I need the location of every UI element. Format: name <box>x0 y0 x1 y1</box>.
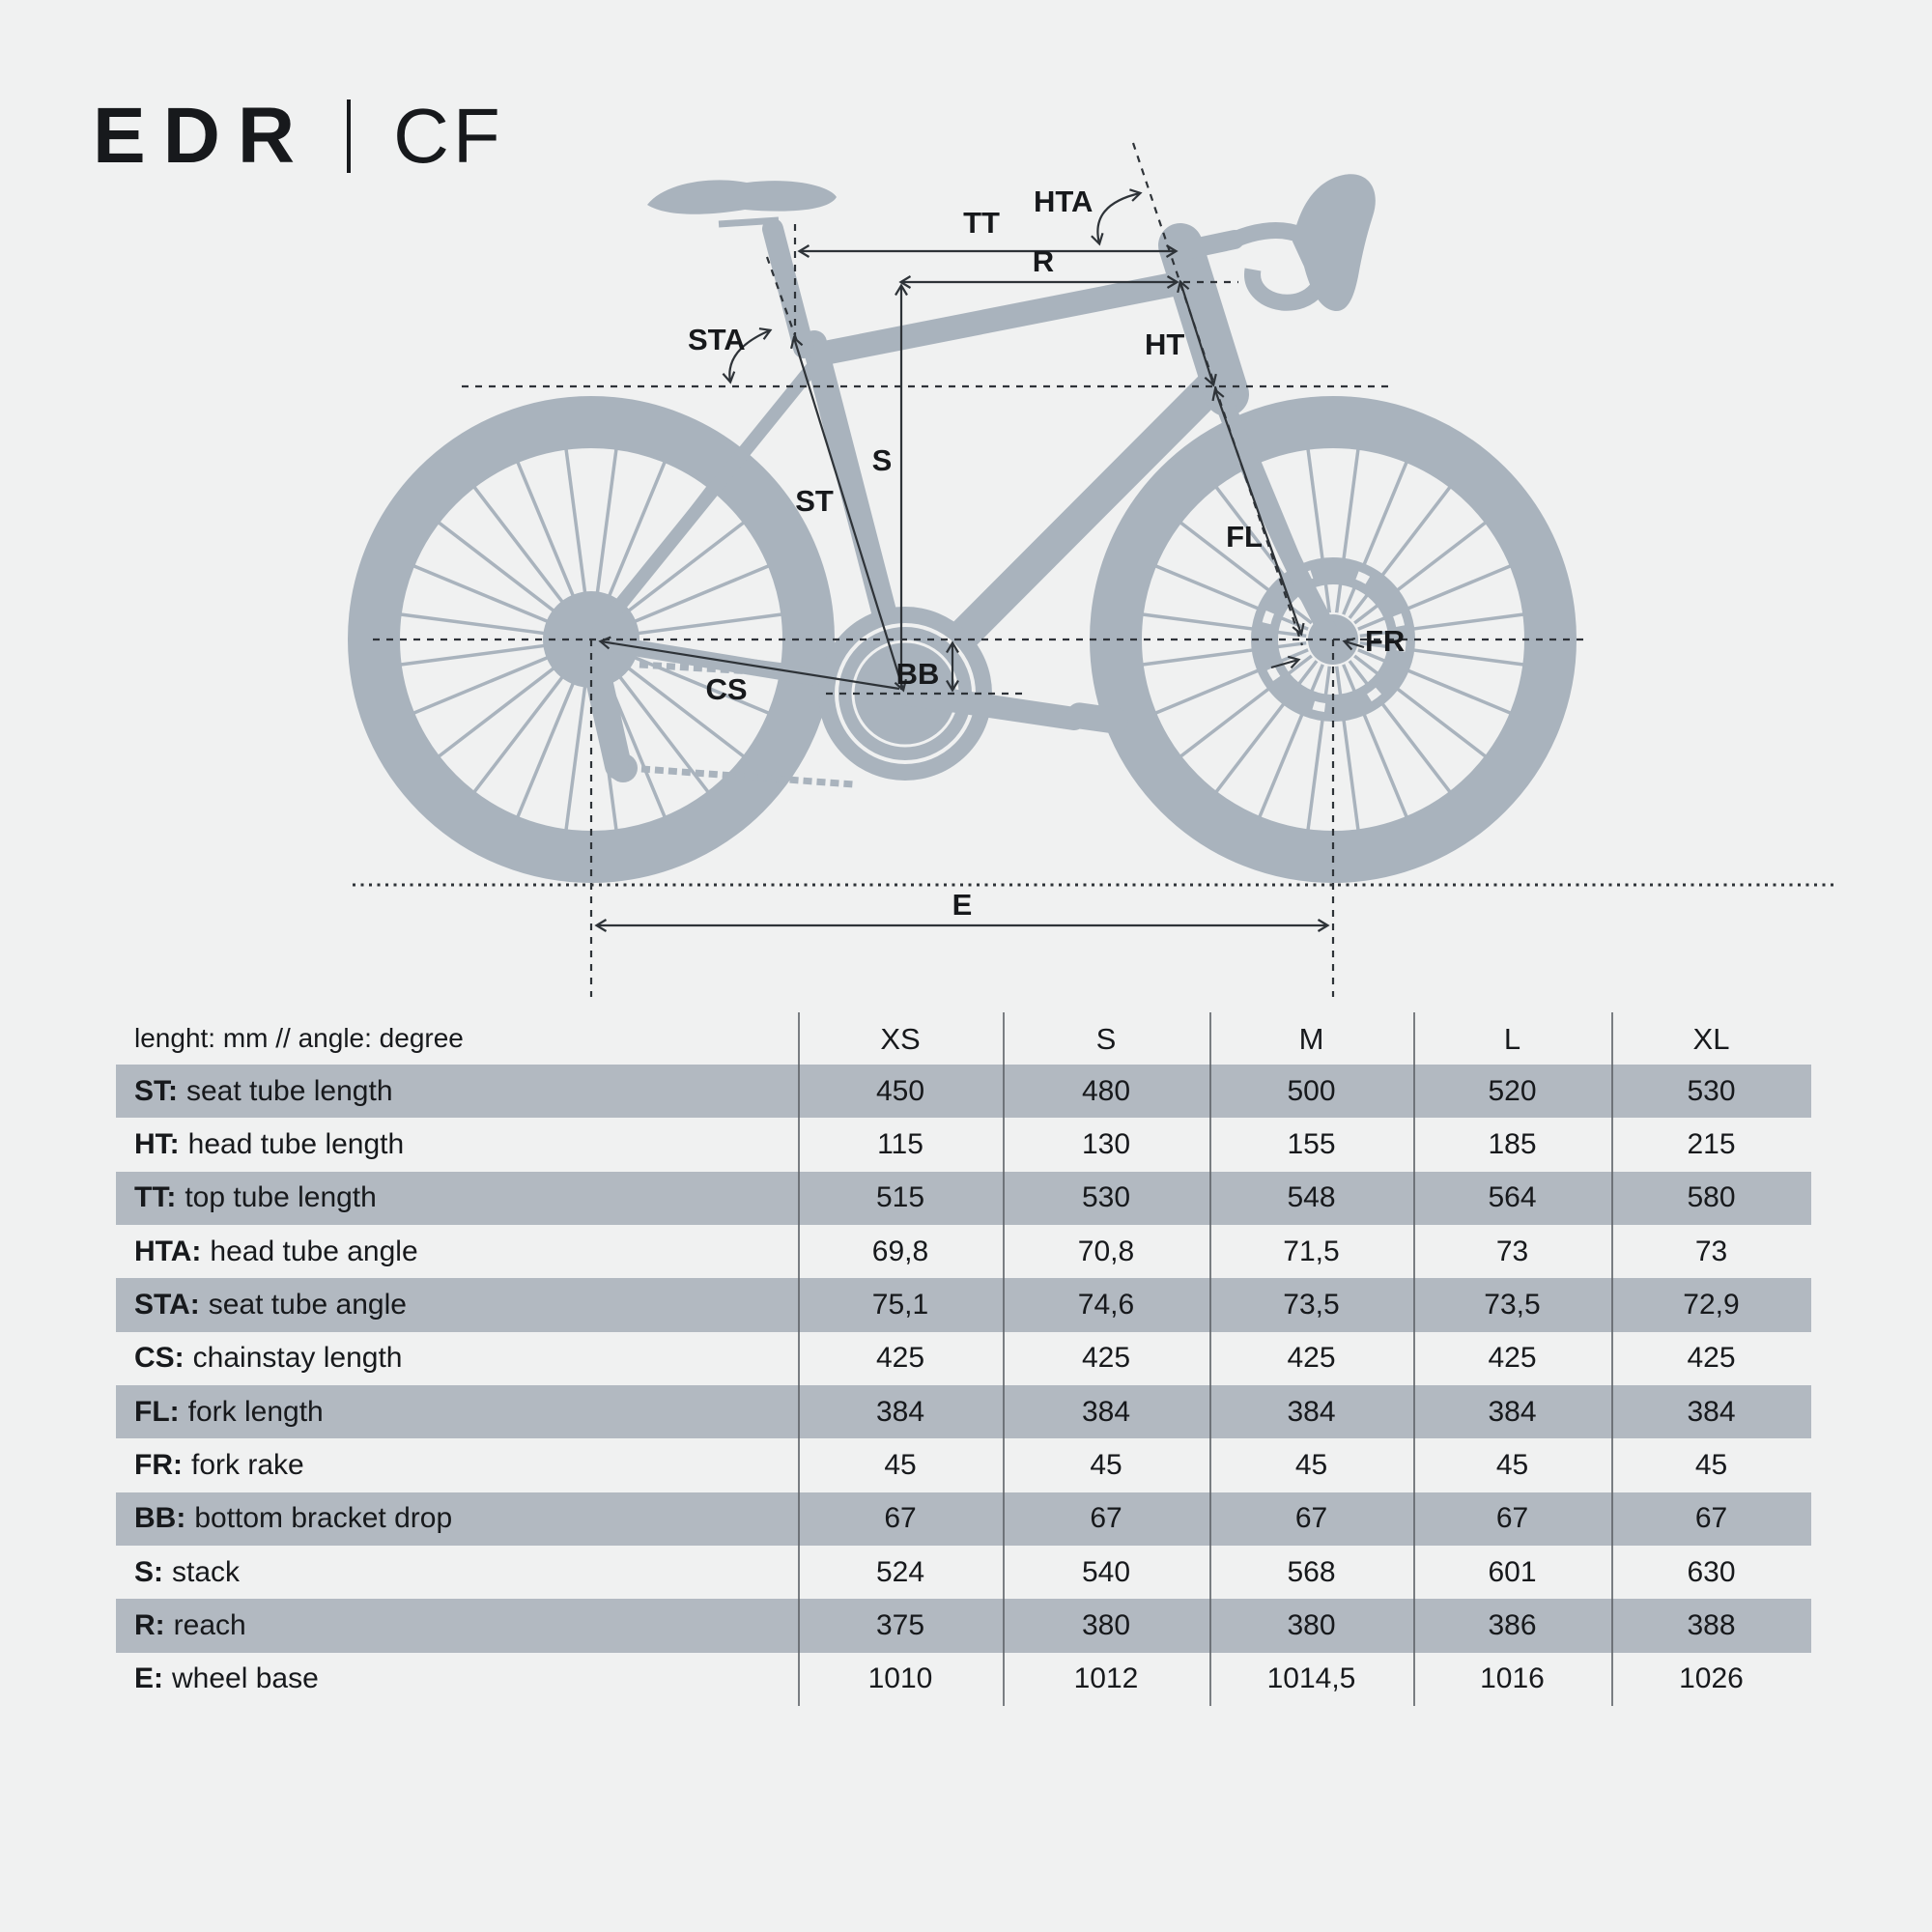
unit-note: lenght: mm // angle: degree <box>134 1023 464 1053</box>
value-cell: 380 <box>1081 1608 1131 1641</box>
row-abbreviation: E: <box>134 1662 163 1695</box>
size-header: L <box>1503 1021 1521 1056</box>
value-cell: 72,9 <box>1683 1288 1740 1321</box>
row-label <box>116 1118 798 1171</box>
size-header: XS <box>880 1021 921 1056</box>
value-cell: 73 <box>1495 1235 1529 1267</box>
row-abbreviation: BB: <box>134 1502 186 1535</box>
row-description: top tube length <box>185 1181 377 1214</box>
value-cell: 67 <box>1495 1502 1529 1535</box>
value-cell: 45 <box>884 1448 917 1481</box>
label-st: ST <box>795 484 834 518</box>
value-cell: 1010 <box>867 1662 933 1695</box>
row-description: wheel base <box>172 1662 319 1695</box>
label-s: S <box>871 443 893 477</box>
table-row <box>116 1332 1811 1385</box>
value-cell: 520 <box>1488 1074 1537 1107</box>
value-cell: 524 <box>875 1555 925 1588</box>
value-cell: 130 <box>1081 1127 1131 1160</box>
value-cell: 74,6 <box>1077 1288 1135 1321</box>
row-label <box>116 1385 798 1438</box>
value-cell: 384 <box>875 1395 925 1428</box>
value-cell: 530 <box>1687 1074 1736 1107</box>
row-label <box>116 1065 798 1118</box>
row-label <box>116 1653 798 1706</box>
value-cell: 425 <box>1287 1342 1336 1375</box>
saddle <box>647 180 837 213</box>
row-description: stack <box>172 1555 241 1588</box>
row-abbreviation: HT: <box>134 1127 180 1160</box>
value-cell: 73,5 <box>1484 1288 1541 1321</box>
value-cell: 69,8 <box>871 1235 929 1267</box>
row-label <box>116 1278 798 1331</box>
row-description: fork rake <box>190 1448 304 1481</box>
value-cell: 67 <box>1694 1502 1728 1535</box>
column-separator <box>1413 1012 1415 1706</box>
value-cell: 580 <box>1687 1181 1736 1214</box>
label-r: R <box>1032 244 1055 278</box>
label-sta: STA <box>688 323 746 356</box>
value-cell: 1026 <box>1679 1662 1744 1695</box>
label-fr: FR <box>1365 624 1406 658</box>
row-description: bottom bracket drop <box>194 1502 453 1535</box>
label-bb: BB <box>895 657 940 691</box>
value-cell: 380 <box>1287 1608 1336 1641</box>
value-cell: 67 <box>1090 1502 1122 1535</box>
row-abbreviation: CS: <box>134 1342 185 1375</box>
value-cell: 45 <box>1294 1448 1328 1481</box>
value-cell: 73 <box>1694 1235 1728 1267</box>
label-tt: TT <box>963 206 1000 240</box>
value-cell: 548 <box>1287 1181 1336 1214</box>
table-row <box>116 1546 1811 1599</box>
value-cell: 384 <box>1081 1395 1131 1428</box>
value-cell: 70,8 <box>1077 1235 1135 1267</box>
value-cell: 530 <box>1081 1181 1131 1214</box>
stem <box>1179 240 1235 251</box>
row-abbreviation: R: <box>134 1608 165 1641</box>
row-label <box>116 1492 798 1546</box>
row-label <box>116 1599 798 1652</box>
label-fl: FL <box>1226 520 1263 554</box>
value-cell: 155 <box>1287 1127 1336 1160</box>
table-row <box>116 1225 1811 1278</box>
top-tube <box>822 281 1190 354</box>
table-row <box>116 1385 1811 1438</box>
size-header: XL <box>1692 1021 1730 1056</box>
label-hta: HTA <box>1034 185 1094 218</box>
model-name: CF <box>393 93 504 179</box>
value-cell: 480 <box>1081 1074 1131 1107</box>
value-cell: 515 <box>875 1181 925 1214</box>
value-cell: 1012 <box>1073 1662 1139 1695</box>
value-cell: 564 <box>1488 1181 1537 1214</box>
row-label <box>116 1225 798 1278</box>
row-description: head tube length <box>187 1127 405 1160</box>
table-body <box>116 1065 1811 1706</box>
value-cell: 67 <box>884 1502 917 1535</box>
row-description: fork length <box>187 1395 324 1428</box>
label-cs: CS <box>705 672 748 706</box>
value-cell: 425 <box>875 1342 925 1375</box>
row-abbreviation: FR: <box>134 1448 183 1481</box>
row-abbreviation: HTA: <box>134 1235 202 1267</box>
value-cell: 45 <box>1495 1448 1529 1481</box>
value-cell: 450 <box>875 1074 925 1107</box>
row-description: seat tube length <box>186 1074 393 1107</box>
value-cell: 425 <box>1081 1342 1131 1375</box>
bike-silhouette <box>374 174 1550 857</box>
saddle-rail <box>719 220 779 224</box>
value-cell: 425 <box>1488 1342 1537 1375</box>
table-row <box>116 1278 1811 1331</box>
value-cell: 630 <box>1687 1555 1736 1588</box>
value-cell: 75,1 <box>871 1288 929 1321</box>
table-row <box>116 1118 1811 1171</box>
row-label <box>116 1332 798 1385</box>
value-cell: 388 <box>1687 1608 1736 1641</box>
table-row <box>116 1599 1811 1652</box>
value-cell: 71,5 <box>1283 1235 1340 1267</box>
value-cell: 386 <box>1488 1608 1537 1641</box>
row-abbreviation: FL: <box>134 1395 180 1428</box>
row-description: seat tube angle <box>208 1288 407 1321</box>
row-description: chainstay length <box>192 1342 403 1375</box>
value-cell: 73,5 <box>1283 1288 1340 1321</box>
value-cell: 67 <box>1294 1502 1328 1535</box>
row-description: reach <box>173 1608 246 1641</box>
value-cell: 1016 <box>1480 1662 1545 1695</box>
table-row <box>116 1492 1811 1546</box>
value-cell: 215 <box>1687 1127 1736 1160</box>
value-cell: 115 <box>877 1127 923 1160</box>
geometry-table <box>116 1012 1811 1706</box>
size-header: M <box>1298 1021 1324 1056</box>
row-label <box>116 1546 798 1599</box>
size-header: S <box>1095 1021 1117 1056</box>
value-cell: 384 <box>1687 1395 1736 1428</box>
table-header-row <box>116 1012 1811 1065</box>
column-separator <box>1003 1012 1005 1706</box>
row-abbreviation: S: <box>134 1555 163 1588</box>
head-tube <box>1180 245 1227 394</box>
row-abbreviation: STA: <box>134 1288 200 1321</box>
row-label <box>116 1172 798 1225</box>
row-abbreviation: ST: <box>134 1074 178 1107</box>
table-row <box>116 1438 1811 1492</box>
label-e: E <box>952 888 973 922</box>
label-ht: HT <box>1145 327 1185 361</box>
row-abbreviation: TT: <box>134 1181 177 1214</box>
table-row <box>116 1065 1811 1118</box>
row-description: head tube angle <box>210 1235 418 1267</box>
value-cell: 425 <box>1687 1342 1736 1375</box>
column-separator <box>798 1012 800 1706</box>
head-angle-arc <box>1097 193 1140 243</box>
value-cell: 500 <box>1287 1074 1336 1107</box>
value-cell: 384 <box>1488 1395 1537 1428</box>
value-cell: 384 <box>1287 1395 1336 1428</box>
value-cell: 45 <box>1694 1448 1728 1481</box>
brand-name: EDR <box>93 92 313 180</box>
value-cell: 601 <box>1488 1555 1537 1588</box>
value-cell: 185 <box>1488 1127 1537 1160</box>
row-label <box>116 1438 798 1492</box>
value-cell: 45 <box>1090 1448 1122 1481</box>
table-row <box>116 1172 1811 1225</box>
value-cell: 375 <box>875 1608 925 1641</box>
table-row <box>116 1653 1811 1706</box>
column-separator <box>1209 1012 1211 1706</box>
column-separator <box>1611 1012 1613 1706</box>
value-cell: 568 <box>1287 1555 1336 1588</box>
value-cell: 540 <box>1081 1555 1131 1588</box>
value-cell: 1014,5 <box>1266 1662 1356 1695</box>
